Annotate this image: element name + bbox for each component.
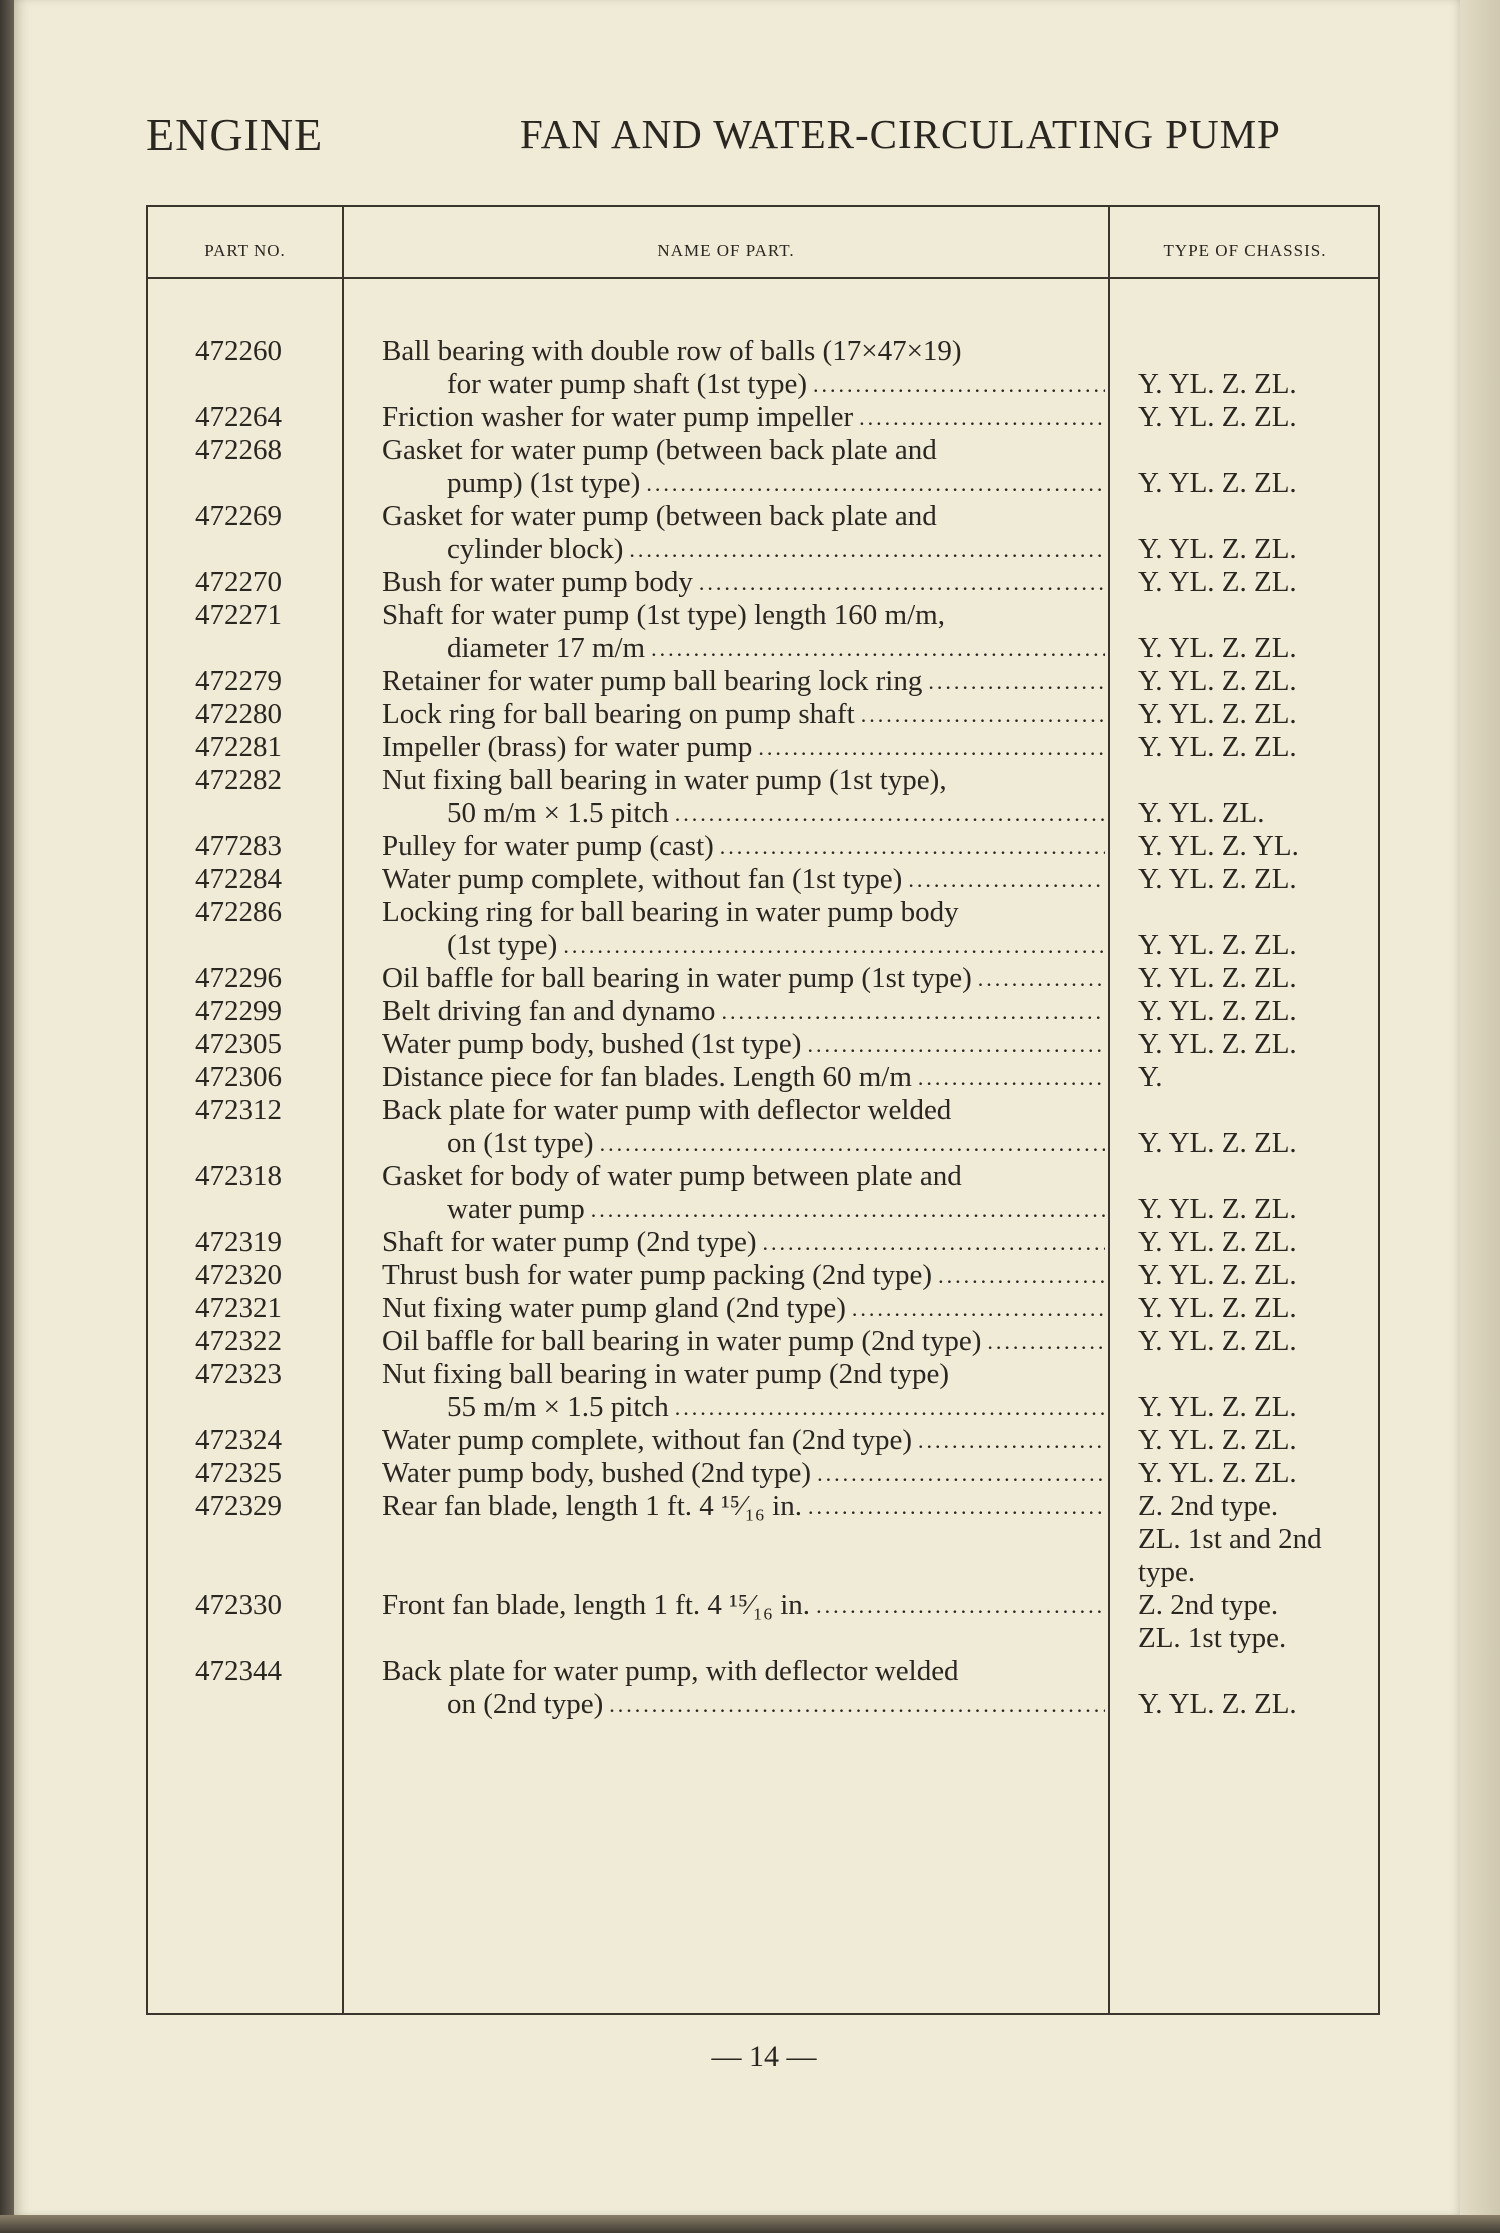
part-name-line: 55 m/m × 1.5 pitch ..... <box>382 1391 1105 1424</box>
chassis-type <box>1138 401 1378 434</box>
part-name <box>382 1028 1105 1061</box>
leader-dots <box>811 1457 1105 1490</box>
part-number: 472329 <box>195 1490 282 1522</box>
chassis-type <box>1138 1358 1378 1424</box>
header-rule <box>1110 277 1380 279</box>
leader-dots <box>623 533 1105 566</box>
part-name <box>382 764 1105 830</box>
chassis-type-line <box>1138 1160 1378 1193</box>
chassis-type-line: Y. YL. Z. ZL. <box>1138 1391 1297 1423</box>
chassis-type-line <box>1138 1358 1378 1391</box>
part-name <box>382 1259 1105 1292</box>
chassis-type-line <box>1138 764 1378 797</box>
chassis-type-line: Y. YL. Z. ZL. <box>1138 1292 1297 1324</box>
chassis-type-line: Y. YL. ZL. <box>1138 797 1265 829</box>
part-name-line: cylinder block) ..... <box>382 533 1105 566</box>
part-name-line: Locking ring for ball bearing in water pump body <box>382 896 959 928</box>
table-row <box>148 1589 1382 1655</box>
part-name <box>382 500 1105 566</box>
chassis-type <box>1138 1259 1378 1292</box>
chassis-type <box>1138 764 1378 830</box>
leader-dots <box>557 929 1105 962</box>
chassis-type <box>1138 1457 1378 1490</box>
part-name <box>382 1061 1105 1094</box>
part-name-line: pump) (1st type) ..... <box>382 467 1105 500</box>
part-number: 472306 <box>195 1061 282 1093</box>
table-row <box>148 1424 1382 1457</box>
leader-dots <box>756 1226 1105 1259</box>
chassis-type <box>1138 995 1378 1028</box>
chassis-type-line: Y. YL. Z. ZL. <box>1138 533 1297 565</box>
chassis-type-line <box>1138 896 1378 929</box>
page-edge <box>1460 0 1500 2215</box>
chassis-type-line: Y. YL. Z. ZL. <box>1138 368 1297 400</box>
chassis-type-line <box>1138 434 1378 467</box>
chassis-type <box>1138 698 1378 731</box>
table-row <box>148 896 1382 962</box>
part-name-line: Oil baffle for ball bearing in water pump (1st type) ..... <box>382 962 1105 995</box>
chassis-type-line: Y. YL. Z. ZL. <box>1138 1226 1297 1258</box>
chassis-type <box>1138 1424 1378 1457</box>
leader-dots <box>810 1589 1105 1622</box>
chassis-type <box>1138 1061 1378 1094</box>
part-name-line: diameter 17 m/m ..... <box>382 632 1105 665</box>
column-header-chassis: TYPE OF CHASSIS. <box>1163 241 1327 260</box>
section-heading: ENGINE <box>146 109 324 160</box>
table-row <box>148 1292 1382 1325</box>
chassis-type-line: Y. YL. Z. ZL. <box>1138 1424 1297 1456</box>
part-name <box>382 995 1105 1028</box>
chassis-type <box>1138 335 1378 401</box>
table-row <box>148 1226 1382 1259</box>
part-number: 472321 <box>195 1292 282 1324</box>
chassis-type <box>1138 863 1378 896</box>
leader-dots <box>693 566 1105 599</box>
table-row <box>148 1358 1382 1424</box>
part-number: 472344 <box>195 1655 282 1687</box>
part-name <box>382 665 1105 698</box>
chassis-type-line: Y. YL. Z. YL. <box>1138 830 1299 862</box>
chassis-type <box>1138 896 1378 962</box>
part-name-line: Thrust bush for water pump packing (2nd type) ..... <box>382 1259 1105 1292</box>
part-name <box>382 896 1105 962</box>
part-name <box>382 698 1105 731</box>
part-name-line: Water pump complete, without fan (1st type) ..... <box>382 863 1105 896</box>
part-name-line: Water pump body, bushed (1st type) ..... <box>382 1028 1105 1061</box>
leader-dots <box>802 1490 1105 1523</box>
part-name <box>382 1292 1105 1325</box>
part-name <box>382 1655 1105 1721</box>
part-name <box>382 962 1105 995</box>
part-name-line: Pulley for water pump (cast) ..... <box>382 830 1105 863</box>
table-row <box>148 1094 1382 1160</box>
chassis-type-line: type. <box>1138 1556 1196 1588</box>
part-name-line: on (2nd type) ..... <box>382 1688 1105 1721</box>
chassis-type <box>1138 1325 1378 1358</box>
table-row <box>148 1028 1382 1061</box>
table-row <box>148 962 1382 995</box>
leader-dots <box>912 1061 1105 1094</box>
table-row <box>148 764 1382 830</box>
table-row <box>148 731 1382 764</box>
chassis-type-line: Y. YL. Z. ZL. <box>1138 401 1297 433</box>
chassis-type-line: Y. YL. Z. ZL. <box>1138 1259 1297 1291</box>
leader-dots <box>922 665 1105 698</box>
leader-dots <box>669 797 1105 830</box>
catalogue-page <box>14 0 1460 2215</box>
chassis-type-line: Z. 2nd type. <box>1138 1490 1279 1522</box>
part-name <box>382 731 1105 764</box>
part-number: 472296 <box>195 962 282 994</box>
part-name-line: Rear fan blade, length 1 ft. 4 ¹⁵⁄₁₆ in. ..... <box>382 1490 1105 1523</box>
chassis-type-line: Y. YL. Z. ZL. <box>1138 1127 1297 1159</box>
chassis-type-line: Y. YL. Z. ZL. <box>1138 731 1297 763</box>
part-name <box>382 1424 1105 1457</box>
chassis-type-line: Y. YL. Z. ZL. <box>1138 1193 1297 1225</box>
leader-dots <box>846 1292 1105 1325</box>
leader-dots <box>752 731 1105 764</box>
table-row <box>148 863 1382 896</box>
table-row <box>148 1061 1382 1094</box>
leader-dots <box>594 1127 1105 1160</box>
part-number: 472264 <box>195 401 282 433</box>
part-name-line: Ball bearing with double row of balls (17×47×19) <box>382 335 962 367</box>
part-number: 472286 <box>195 896 282 928</box>
leader-dots <box>972 962 1105 995</box>
table-row <box>148 1457 1382 1490</box>
chassis-type <box>1138 566 1378 599</box>
part-name <box>382 1457 1105 1490</box>
part-number: 472320 <box>195 1259 282 1291</box>
chassis-type-line: Y. YL. Z. ZL. <box>1138 929 1297 961</box>
chassis-type <box>1138 434 1378 500</box>
part-number: 472330 <box>195 1589 282 1621</box>
part-name-line: Retainer for water pump ball bearing lock ring ..... <box>382 665 1105 698</box>
chassis-type-line: Y. YL. Z. ZL. <box>1138 467 1297 499</box>
part-name-line: Back plate for water pump, with deflector welded <box>382 1655 959 1687</box>
table-row <box>148 335 1382 401</box>
chassis-type-line: Y. YL. Z. ZL. <box>1138 962 1297 994</box>
leader-dots <box>714 830 1105 863</box>
chassis-type <box>1138 1226 1378 1259</box>
column-header-name: NAME OF PART. <box>657 241 795 260</box>
chassis-type-line: Y. YL. Z. ZL. <box>1138 1457 1297 1489</box>
chassis-type <box>1138 500 1378 566</box>
part-name-line: Back plate for water pump with deflector welded <box>382 1094 952 1126</box>
part-name <box>382 1325 1105 1358</box>
part-number: 472269 <box>195 500 282 532</box>
header-rule <box>148 277 342 279</box>
part-name-line: Distance piece for fan blades. Length 60 m/m ..... <box>382 1061 1105 1094</box>
chassis-type-line: Y. YL. Z. ZL. <box>1138 566 1297 598</box>
part-name-line: Oil baffle for ball bearing in water pump (2nd type) ..... <box>382 1325 1105 1358</box>
table-row <box>148 1259 1382 1292</box>
table-row <box>148 500 1382 566</box>
part-name-line: Impeller (brass) for water pump ..... <box>382 731 1105 764</box>
table-row <box>148 1655 1382 1721</box>
chassis-type <box>1138 665 1378 698</box>
part-name <box>382 434 1105 500</box>
column-header-part-no: PART NO. <box>204 241 286 260</box>
part-name <box>382 1160 1105 1226</box>
table-row <box>148 401 1382 434</box>
part-name <box>382 1490 1105 1523</box>
part-name-line: Water pump complete, without fan (2nd type) ..... <box>382 1424 1105 1457</box>
leader-dots <box>912 1424 1105 1457</box>
leader-dots <box>853 401 1105 434</box>
part-name-line: Lock ring for ball bearing on pump shaft ..... <box>382 698 1105 731</box>
leader-dots <box>669 1391 1105 1424</box>
part-name <box>382 335 1105 401</box>
chassis-type <box>1138 1292 1378 1325</box>
chassis-type <box>1138 1490 1378 1589</box>
part-number: 472268 <box>195 434 282 466</box>
chassis-type <box>1138 830 1378 863</box>
part-number: 472279 <box>195 665 282 697</box>
chassis-type <box>1138 1094 1378 1160</box>
parts-table <box>146 205 1380 2015</box>
part-name <box>382 1226 1105 1259</box>
page-bottom-edge <box>0 2215 1500 2233</box>
page-title: FAN AND WATER-CIRCULATING PUMP <box>520 111 1281 157</box>
chassis-type-line: Y. YL. Z. ZL. <box>1138 1028 1297 1060</box>
part-name <box>382 863 1105 896</box>
chassis-type <box>1138 962 1378 995</box>
chassis-type-line <box>1138 599 1378 632</box>
table-row <box>148 665 1382 698</box>
part-number: 472322 <box>195 1325 282 1357</box>
part-name-line: for water pump shaft (1st type) ..... <box>382 368 1105 401</box>
part-name-line: Front fan blade, length 1 ft. 4 ¹⁵⁄₁₆ in. ..... <box>382 1589 1105 1622</box>
chassis-type-line: Z. 2nd type. <box>1138 1589 1279 1621</box>
part-name-line: Nut fixing water pump gland (2nd type) ..... <box>382 1292 1105 1325</box>
table-row <box>148 566 1382 599</box>
leader-dots <box>902 863 1105 896</box>
table-row <box>148 698 1382 731</box>
leader-dots <box>855 698 1105 731</box>
leader-dots <box>585 1193 1105 1226</box>
leader-dots <box>932 1259 1105 1292</box>
part-number: 472323 <box>195 1358 282 1390</box>
part-number: 472324 <box>195 1424 282 1456</box>
chassis-type-line: Y. YL. Z. ZL. <box>1138 665 1297 697</box>
part-name-line: water pump ..... <box>382 1193 1105 1226</box>
part-number: 472271 <box>195 599 282 631</box>
chassis-type <box>1138 1160 1378 1226</box>
chassis-type <box>1138 1589 1378 1655</box>
part-name-line: Gasket for water pump (between back plate and <box>382 434 937 466</box>
part-name <box>382 599 1105 665</box>
part-number: 472325 <box>195 1457 282 1489</box>
part-name-line: Gasket for body of water pump between plate and <box>382 1160 962 1192</box>
part-name-line: Belt driving fan and dynamo ..... <box>382 995 1105 1028</box>
chassis-type <box>1138 1655 1378 1721</box>
part-number: 472282 <box>195 764 282 796</box>
part-name-line: (1st type) ..... <box>382 929 1105 962</box>
chassis-type-line: Y. YL. Z. ZL. <box>1138 995 1297 1027</box>
part-name-line: Friction washer for water pump impeller ..... <box>382 401 1105 434</box>
part-name-line: Shaft for water pump (2nd type) ..... <box>382 1226 1105 1259</box>
part-number: 472312 <box>195 1094 282 1126</box>
part-number: 472270 <box>195 566 282 598</box>
part-number: 472260 <box>195 335 282 367</box>
chassis-type-line <box>1138 500 1378 533</box>
part-name-line: Nut fixing ball bearing in water pump (1st type), <box>382 764 947 796</box>
part-number: 472318 <box>195 1160 282 1192</box>
table-row <box>148 995 1382 1028</box>
part-number: 472305 <box>195 1028 282 1060</box>
part-name <box>382 566 1105 599</box>
header-rule <box>344 277 1108 279</box>
part-number: 472284 <box>195 863 282 895</box>
part-number: 472319 <box>195 1226 282 1258</box>
part-name <box>382 830 1105 863</box>
table-row <box>148 1325 1382 1358</box>
part-name-line: Bush for water pump body ..... <box>382 566 1105 599</box>
table-row <box>148 599 1382 665</box>
part-name <box>382 1589 1105 1622</box>
part-name-line: 50 m/m × 1.5 pitch ..... <box>382 797 1105 830</box>
chassis-type-line: ZL. 1st and 2nd <box>1138 1523 1322 1555</box>
chassis-type-line <box>1138 1094 1378 1127</box>
chassis-type-line <box>1138 335 1378 368</box>
part-number: 477283 <box>195 830 282 862</box>
part-name <box>382 401 1105 434</box>
leader-dots <box>981 1325 1105 1358</box>
leader-dots <box>807 368 1105 401</box>
part-number: 472280 <box>195 698 282 730</box>
chassis-type-line: Y. <box>1138 1061 1163 1093</box>
leader-dots <box>640 467 1105 500</box>
leader-dots <box>801 1028 1105 1061</box>
part-number: 472299 <box>195 995 282 1027</box>
part-name-line: Shaft for water pump (1st type) length 160 m/m, <box>382 599 945 631</box>
part-number: 472281 <box>195 731 282 763</box>
table-row <box>148 830 1382 863</box>
part-name <box>382 1358 1105 1424</box>
part-name-line: Nut fixing ball bearing in water pump (2nd type) <box>382 1358 949 1390</box>
chassis-type-line <box>1138 1655 1378 1688</box>
table-row <box>148 1160 1382 1226</box>
part-name-line: Gasket for water pump (between back plate and <box>382 500 937 532</box>
part-name <box>382 1094 1105 1160</box>
leader-dots <box>715 995 1105 1028</box>
leader-dots <box>603 1688 1105 1721</box>
table-row <box>148 1490 1382 1589</box>
table-row <box>148 434 1382 500</box>
chassis-type-line: Y. YL. Z. ZL. <box>1138 698 1297 730</box>
page-number: — 14 — <box>711 2040 817 2073</box>
chassis-type-line: Y. YL. Z. ZL. <box>1138 863 1297 895</box>
book-spine <box>0 0 14 2233</box>
part-name-line: on (1st type) ..... <box>382 1127 1105 1160</box>
chassis-type <box>1138 731 1378 764</box>
part-name-line: Water pump body, bushed (2nd type) ..... <box>382 1457 1105 1490</box>
chassis-type-line: Y. YL. Z. ZL. <box>1138 632 1297 664</box>
chassis-type-line: Y. YL. Z. ZL. <box>1138 1688 1297 1720</box>
leader-dots <box>645 632 1105 665</box>
chassis-type-line: Y. YL. Z. ZL. <box>1138 1325 1297 1357</box>
chassis-type <box>1138 1028 1378 1061</box>
chassis-type-line: ZL. 1st type. <box>1138 1622 1287 1654</box>
chassis-type <box>1138 599 1378 665</box>
